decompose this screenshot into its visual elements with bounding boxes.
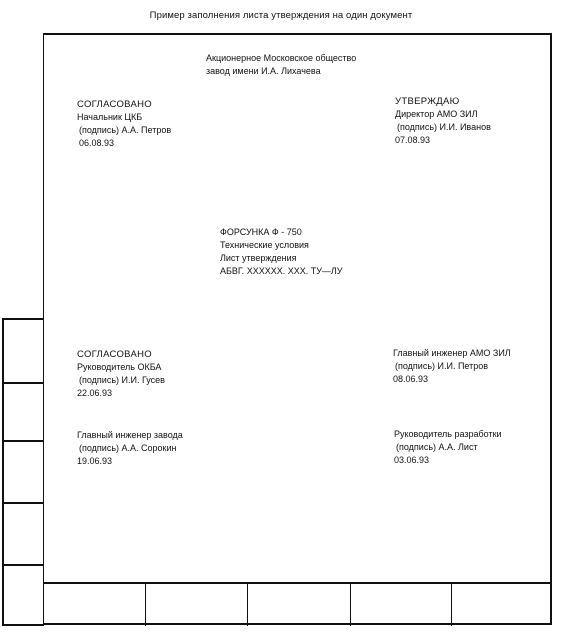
signer-signature: (подпись) А.А. Сорокин <box>79 443 177 453</box>
signer-signature: (подпись) И.И. Иванов <box>397 122 491 132</box>
document-name: ФОРСУНКА Ф - 750 <box>220 227 302 237</box>
organization-line-2: завод имени И.А. Лихачева <box>206 66 321 76</box>
approve-heading: УТВЕРЖДАЮ <box>395 96 460 107</box>
document-designation <box>220 226 342 278</box>
strip-divider <box>4 382 44 384</box>
organization-line-1: Акционерное Московское общество <box>206 53 357 63</box>
signer-signature: (подпись) А.А. Петров <box>79 125 172 135</box>
signer-position: Руководитель ОКБА <box>77 362 162 372</box>
agreed-heading: СОГЛАСОВАНО <box>77 349 152 360</box>
strip-divider <box>4 440 44 442</box>
signer-signature: (подпись) И.И. Петров <box>395 361 489 371</box>
strip-divider <box>4 564 44 566</box>
signature-date: 22.06.93 <box>77 388 113 398</box>
organization-name <box>206 52 356 78</box>
agreed-block-bottom <box>77 348 165 400</box>
agreed-heading: СОГЛАСОВАНО <box>77 99 152 110</box>
title-block-divider <box>451 584 452 626</box>
left-margin-strip <box>2 318 44 626</box>
agreed-block-top <box>77 98 171 150</box>
signer-position: Главный инженер АМО ЗИЛ <box>393 348 511 358</box>
signer-position: Главный инженер завода <box>77 430 183 440</box>
signature-date: 06.08.93 <box>79 138 115 148</box>
chief-engineer-plant-block <box>77 429 183 468</box>
title-block-divider <box>350 584 351 626</box>
approve-block <box>395 95 491 147</box>
signer-position: Начальник ЦКБ <box>77 112 143 122</box>
signer-position: Директор АМО ЗИЛ <box>395 109 478 119</box>
chief-engineer-amo-block <box>393 347 511 386</box>
signature-date: 08.06.93 <box>393 374 429 384</box>
signature-date: 03.06.93 <box>394 455 430 465</box>
signer-signature: (подпись) А.А. Лист <box>396 442 478 452</box>
signature-date: 19.06.93 <box>77 456 113 466</box>
signer-signature: (подпись) И.И. Гусев <box>79 375 165 385</box>
title-block-divider <box>247 584 248 626</box>
strip-divider <box>4 502 44 504</box>
title-block-divider <box>145 584 146 626</box>
document-type: Технические условия <box>220 240 309 250</box>
page-caption: Пример заполнения листа утверждения на один документ <box>149 10 413 21</box>
signature-date: 07.08.93 <box>395 135 431 145</box>
bottom-title-block <box>43 582 552 626</box>
document-sheet-name: Лист утверждения <box>220 253 297 263</box>
document-code: АБВГ. XXXXXX. XXX. ТУ—ЛУ <box>220 266 343 276</box>
signer-position: Руководитель разработки <box>394 429 502 439</box>
development-lead-block <box>394 428 502 467</box>
